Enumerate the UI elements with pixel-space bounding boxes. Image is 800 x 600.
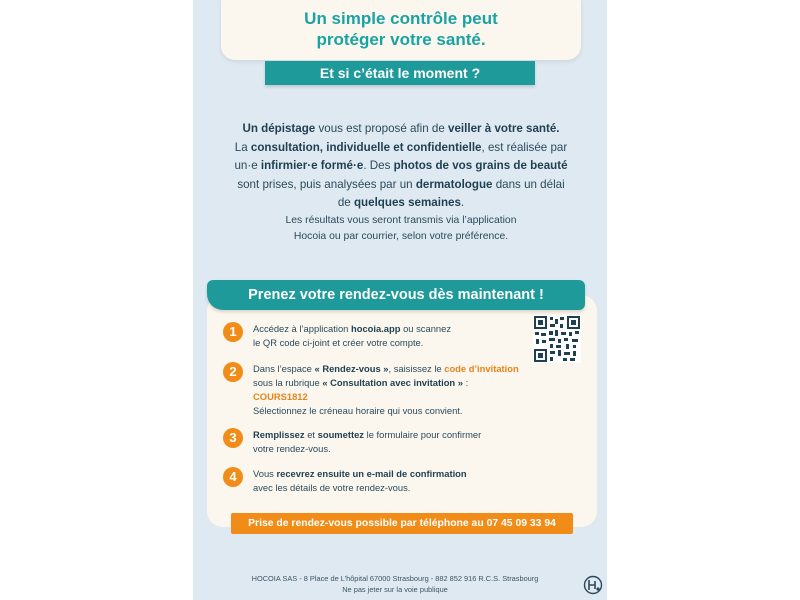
step-text-4: Vous recevrez ensuite un e-mail de confirmation avec les détails de votre rendez-vous.	[253, 468, 467, 493]
rdv-banner: Prenez votre rendez-vous dès maintenant !	[207, 280, 585, 310]
intro-text	[231, 120, 571, 213]
invitation-code: COURS1812	[253, 391, 308, 402]
footer	[203, 573, 587, 595]
flyer	[193, 0, 607, 600]
results-text	[253, 213, 549, 245]
step-number-3: 3	[223, 428, 243, 448]
hocoia-logo-icon	[583, 575, 603, 595]
step-number-4: 4	[223, 467, 243, 487]
intro-line-4: sont prises, puis analysées par un dermatologue dans un délai	[237, 177, 565, 191]
subtitle-banner: Et si c’était le moment ?	[265, 61, 535, 85]
app-link[interactable]: hocoia.app	[350, 323, 401, 334]
intro-line-5: de quelques semaines.	[337, 196, 465, 209]
footer-notice: Ne pas jeter sur la voie publique	[342, 585, 448, 594]
title-line-2: protéger votre santé.	[316, 30, 486, 49]
step-number-2: 2	[223, 362, 243, 382]
intro-line-3: un·e infirmier·e formé·e. Des photos de vos grains de beauté	[234, 159, 568, 172]
step-text-1: Accédez à l’application hocoia.app ou scannez le QR code ci-joint et créer votre compte.	[253, 323, 452, 348]
page-title	[221, 8, 581, 50]
step-text-3: Remplissez et soumettez le formulaire pour confirmer votre rendez-vous.	[253, 429, 482, 454]
results-line-2: Hocoia ou par courrier, selon votre préférence.	[293, 231, 509, 242]
title-line-1: Un simple contrôle peut	[304, 9, 498, 28]
step-text-2: Dans l’espace « Rendez-vous », saisissez le code d’invitation sous la rubrique « Consultation avec invitation » : COURS1812 Sélectionnez le créneau horaire qui vous convient.	[253, 362, 543, 418]
intro-line-1: Un dépistage vous est proposé afin de veiller à votre santé.	[242, 122, 560, 135]
intro-line-2: La consultation, individuelle et confidentielle, est réalisée par	[234, 140, 568, 154]
title-card	[221, 0, 581, 60]
results-line-1: Les résultats vous seront transmis via l’application	[285, 215, 517, 226]
phone-banner: Prise de rendez-vous possible par téléphone au 07 45 09 33 94	[231, 513, 573, 534]
step-number-1: 1	[223, 322, 243, 342]
footer-address: HOCOIA SAS - 8 Place de L’hôpital 67000 Strasbourg - 882 852 916 R.C.S. Strasbourg	[251, 574, 539, 583]
qr-code-icon[interactable]	[533, 315, 581, 363]
